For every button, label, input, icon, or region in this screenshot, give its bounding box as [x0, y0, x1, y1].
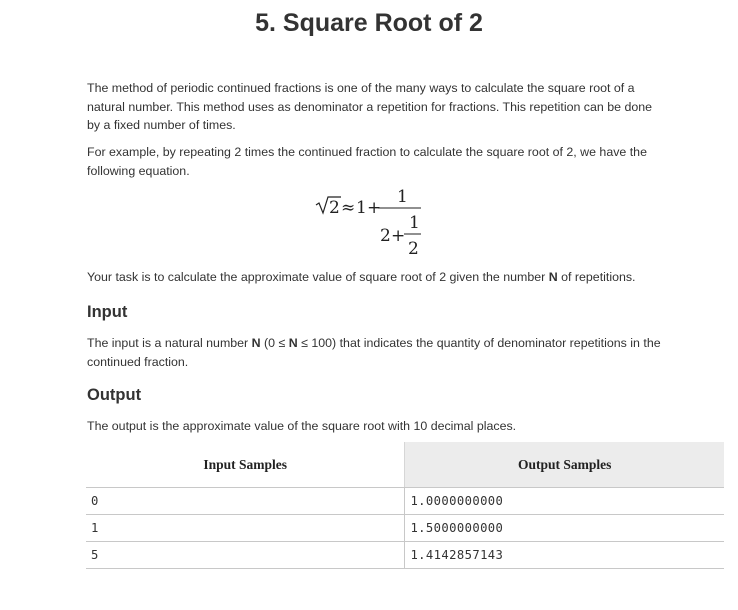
task-text-after: of repetitions.	[557, 270, 636, 284]
task-paragraph	[87, 268, 662, 287]
outer-numerator: 1	[397, 187, 408, 207]
output-description: The output is the approximate value of the square root with 10 decimal places.	[87, 419, 517, 433]
input-range-after: ≤ 100) that indicates the quantity of denominator repetitions in the continued fraction.	[87, 336, 661, 369]
input-samples-header: Input Samples	[86, 442, 405, 488]
sample-input-cell: 1	[86, 515, 405, 542]
plus-symbol: +	[367, 198, 382, 218]
output-heading: Output	[87, 386, 142, 404]
page-title: 5. Square Root of 2	[255, 9, 483, 37]
table-row	[86, 515, 724, 542]
denominator-two: 2	[380, 226, 391, 246]
samples-table	[86, 442, 724, 569]
intro-paragraph: The method of periodic continued fractions is one of the many ways to calculate the square root of a natural number. This method uses as denominator a repetition for fractions. This repetition can be done by a fixed number of times.	[87, 81, 653, 132]
table-row	[86, 542, 724, 569]
example-paragraph: For example, by repeating 2 times the continued fraction to calculate the square root of 2, we have the following equation.	[87, 145, 647, 178]
input-range-variable: N	[288, 336, 298, 350]
input-description	[87, 334, 662, 371]
sample-input-cell: 5	[86, 542, 405, 569]
sample-output-cell: 1.4142857143	[405, 542, 724, 569]
input-range-before: (0 ≤	[260, 336, 289, 350]
samples-header-row	[86, 442, 724, 488]
approx-symbol: ≈	[341, 198, 356, 218]
inner-denominator: 2	[408, 239, 419, 259]
input-text-before: The input is a natural number	[87, 336, 252, 350]
equation-graphic	[300, 183, 460, 263]
task-text-before: Your task is to calculate the approximate value of square root of 2 given the number	[87, 270, 549, 284]
denominator-plus: +	[391, 226, 406, 246]
input-heading: Input	[87, 303, 128, 321]
continued-fraction-equation	[300, 183, 460, 263]
sample-input-cell: 0	[86, 488, 405, 515]
table-row	[86, 488, 724, 515]
output-samples-header: Output Samples	[405, 442, 724, 488]
inner-numerator: 1	[409, 213, 420, 233]
sample-output-cell: 1.0000000000	[405, 488, 724, 515]
sample-output-cell: 1.5000000000	[405, 515, 724, 542]
task-variable: N	[548, 270, 558, 284]
input-variable: N	[251, 336, 261, 350]
integer-part: 1	[356, 198, 367, 218]
sqrt-argument: 2	[329, 198, 340, 218]
